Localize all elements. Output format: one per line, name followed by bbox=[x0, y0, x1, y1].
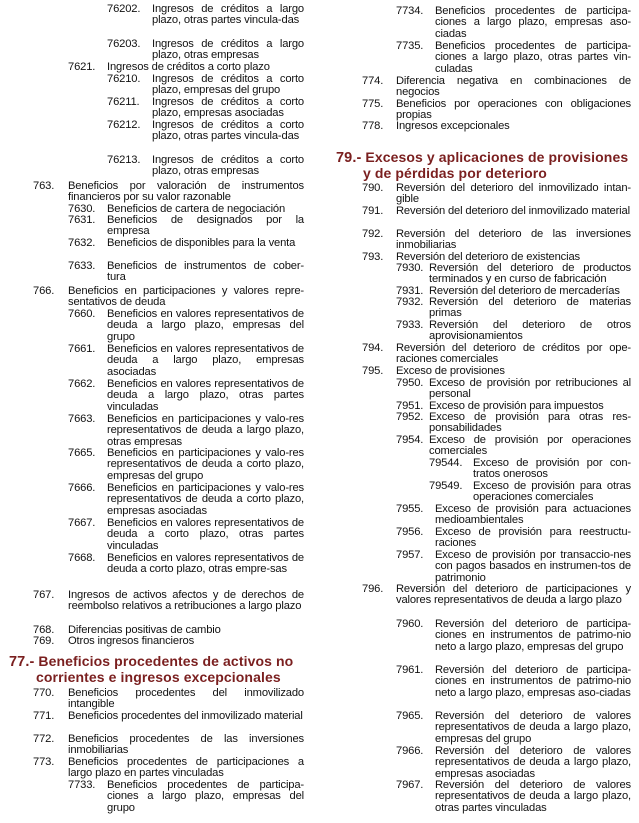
account-code: 7668. bbox=[68, 552, 96, 564]
account-description: Beneficios procedentes de participa-ciones a largo plazo, empresas aso-ciadas bbox=[435, 5, 631, 40]
account-description: Reversión del deterioro de participa-ciones en instrumentos de patrimo-nio neto a largo plazo, empresas del grupo bbox=[435, 618, 631, 653]
account-entry bbox=[396, 263, 631, 286]
account-description: Otros ingresos financieros bbox=[68, 635, 195, 647]
account-description: Ingresos de créditos a largo plazo, otras empresas bbox=[152, 38, 304, 62]
account-code: 7932. bbox=[396, 296, 424, 308]
account-entry bbox=[362, 121, 631, 132]
account-code: 7933. bbox=[396, 319, 424, 331]
account-entry bbox=[68, 62, 304, 73]
account-description: Beneficios por valoración de instrumentos financieros por su valor razonable bbox=[68, 180, 304, 204]
account-entry bbox=[396, 746, 631, 780]
account-description: Beneficios procedentes del inmovilizado material bbox=[68, 710, 303, 722]
account-code: 7960. bbox=[396, 618, 424, 630]
account-code: 7662. bbox=[68, 378, 96, 390]
account-entry bbox=[396, 619, 631, 653]
account-code: 794. bbox=[362, 342, 384, 354]
account-entry bbox=[68, 344, 304, 378]
account-entry bbox=[68, 780, 304, 814]
account-code: 7663. bbox=[68, 413, 96, 425]
account-entry bbox=[362, 229, 631, 252]
account-code: 79544. bbox=[429, 457, 463, 469]
account-description: Ingresos de créditos a largo plazo, otras partes vincula-das bbox=[152, 3, 304, 27]
account-entry bbox=[396, 412, 631, 435]
account-code: 76203. bbox=[107, 38, 141, 50]
account-entry bbox=[107, 97, 304, 120]
account-description: Reversión del deterioro de participa-ciones en instrumentos de patrimo-nio neto a largo plazo, empresas aso-ciadas bbox=[435, 664, 631, 699]
account-code: 7965. bbox=[396, 710, 424, 722]
account-entry bbox=[33, 590, 304, 613]
account-entry bbox=[68, 215, 304, 238]
account-code: 771. bbox=[33, 710, 55, 722]
account-entry bbox=[107, 155, 304, 178]
account-code: 7956. bbox=[396, 526, 424, 538]
account-entry bbox=[362, 343, 631, 366]
account-code: 7633. bbox=[68, 260, 96, 272]
section-title-line2: y de pérdidas por deterioro bbox=[363, 165, 547, 181]
account-entry bbox=[396, 550, 631, 584]
account-code: 792. bbox=[362, 228, 384, 240]
account-entry bbox=[33, 286, 304, 309]
account-entry bbox=[396, 435, 631, 458]
account-description: Beneficios en valores representativos de deuda a corto plazo, otras partes vinculadas bbox=[107, 517, 304, 552]
account-description: Diferencia negativa en combinaciones de negocios bbox=[396, 75, 631, 99]
section-heading bbox=[9, 654, 293, 685]
account-code: 7961. bbox=[396, 664, 424, 676]
account-entry bbox=[68, 379, 304, 413]
account-code: 7660. bbox=[68, 308, 96, 320]
account-entry bbox=[33, 688, 304, 711]
section-title-line1: Beneficios procedentes de activos no bbox=[38, 653, 294, 669]
account-entry bbox=[68, 553, 304, 576]
account-description: Ingresos de créditos a corto plazo bbox=[107, 61, 270, 73]
account-code: 76211. bbox=[107, 96, 140, 108]
account-entry bbox=[68, 238, 304, 249]
account-entry bbox=[68, 483, 304, 517]
account-code: 778. bbox=[362, 120, 384, 132]
section-title-line2: corrientes e ingresos excepcionales bbox=[36, 669, 281, 685]
account-code: 79549. bbox=[429, 480, 463, 492]
account-entry bbox=[107, 120, 304, 143]
account-description: Ingresos excepcionales bbox=[396, 120, 510, 132]
account-code: 772. bbox=[33, 733, 55, 745]
account-code: 7733. bbox=[68, 779, 96, 791]
account-code: 76202. bbox=[107, 3, 141, 15]
account-code: 767. bbox=[33, 589, 55, 601]
account-description: Beneficios procedentes de participa-ciones a largo plazo, otras partes vin-culadas bbox=[435, 40, 631, 75]
account-description: Exceso de provisión para actuaciones medioambientales bbox=[435, 503, 631, 527]
account-description: Diferencias positivas de cambio bbox=[68, 624, 221, 636]
account-description: Exceso de provisión por operaciones comerciales bbox=[429, 434, 631, 458]
account-code: 7930. bbox=[396, 262, 424, 274]
account-code: 769. bbox=[33, 635, 55, 647]
account-code: 7735. bbox=[396, 40, 424, 52]
account-entry bbox=[362, 584, 631, 607]
account-code: 7665. bbox=[68, 447, 96, 459]
account-code: 7951. bbox=[396, 400, 424, 412]
account-code: 790. bbox=[362, 182, 384, 194]
account-code: 7967. bbox=[396, 779, 424, 791]
account-code: 770. bbox=[33, 687, 55, 699]
account-entry bbox=[33, 636, 304, 647]
account-description: Beneficios en participaciones y valores repre-sentativos de deuda bbox=[68, 285, 304, 309]
account-description: Reversión del deterioro de participaciones y valores representativos de deuda a largo plazo bbox=[396, 583, 631, 607]
account-description: Reversión del deterioro de créditos por ope-raciones comerciales bbox=[396, 342, 631, 366]
account-entry bbox=[362, 206, 631, 217]
account-description: Beneficios de designados por la empresa bbox=[107, 214, 304, 238]
account-code: 796. bbox=[362, 583, 384, 595]
account-description: Reversión del deterioro de valores representativos de deuda a largo plazo, empresas del grupo bbox=[435, 710, 631, 745]
account-description: Reversión del deterioro de valores representativos de deuda a largo plazo, otras partes vinculadas bbox=[435, 779, 631, 814]
account-code: 7661. bbox=[68, 343, 96, 355]
section-title-line1: Excesos y aplicaciones de provisiones bbox=[365, 149, 629, 165]
account-code: 7955. bbox=[396, 503, 424, 515]
account-entry bbox=[396, 711, 631, 745]
account-description: Exceso de provisión para impuestos bbox=[429, 400, 604, 412]
account-description: Beneficios en valores representativos de deuda a corto plazo, otras empre-sas bbox=[107, 552, 304, 576]
account-code: 774. bbox=[362, 75, 384, 87]
section-number: 79.- bbox=[336, 150, 362, 166]
account-entry bbox=[429, 481, 631, 504]
account-description: Reversión del deterioro de productos terminados y en curso de fabricación bbox=[429, 262, 631, 286]
account-description: Beneficios en valores representativos de deuda a largo plazo, empresas asociadas bbox=[107, 343, 304, 378]
account-description: Ingresos de créditos a corto plazo, empresas asociadas bbox=[152, 96, 304, 120]
account-code: 7631. bbox=[68, 214, 96, 226]
account-description: Beneficios procedentes de las inversiones inmobiliarias bbox=[68, 733, 304, 757]
account-code: 766. bbox=[33, 285, 55, 297]
account-description: Ingresos de créditos a corto plazo, otras partes vincula-das bbox=[152, 119, 304, 143]
account-description: Ingresos de créditos a corto plazo, otras empresas bbox=[152, 154, 304, 178]
account-description: Reversión del deterioro de valores representativos de deuda a largo plazo, empresas asociadas bbox=[435, 745, 631, 780]
account-description: Beneficios en participaciones y valo-res representativos de deuda a corto plazo, empresas asociadas bbox=[107, 482, 304, 517]
account-entry bbox=[68, 518, 304, 552]
account-description: Reversión del deterioro de las inversiones inmobiliarias bbox=[396, 228, 631, 252]
account-entry bbox=[107, 74, 304, 97]
account-code: 773. bbox=[33, 756, 55, 768]
account-description: Beneficios procedentes de participa-ciones a largo plazo, empresas del grupo bbox=[107, 779, 304, 814]
account-code: 7630. bbox=[68, 203, 96, 215]
account-description: Exceso de provisión por con-tratos onerosos bbox=[473, 457, 631, 481]
account-entry bbox=[396, 504, 631, 527]
account-description: Exceso de provisión para reestructu-raciones bbox=[435, 526, 631, 550]
account-entry bbox=[68, 261, 304, 284]
account-description: Beneficios de disponibles para la venta bbox=[107, 237, 296, 249]
account-code: 7667. bbox=[68, 517, 96, 529]
account-description: Reversión del deterioro de otros aprovisionamientos bbox=[429, 319, 631, 343]
account-description: Ingresos de créditos a corto plazo, empresas del grupo bbox=[152, 73, 304, 97]
account-code: 7957. bbox=[396, 549, 424, 561]
account-description: Exceso de provisión para otras res-ponsabilidades bbox=[429, 411, 631, 435]
account-code: 775. bbox=[362, 98, 384, 110]
account-entry bbox=[396, 297, 631, 320]
account-entry bbox=[362, 366, 631, 377]
account-description: Beneficios de cartera de negociación bbox=[107, 203, 286, 215]
section-number: 77.- bbox=[9, 654, 35, 670]
account-entry bbox=[396, 665, 631, 699]
account-entry bbox=[396, 527, 631, 550]
account-description: Exceso de provisiones bbox=[396, 365, 505, 377]
account-entry bbox=[396, 780, 631, 814]
account-description: Beneficios en participaciones y valo-res representativos de deuda a largo plazo, otras empresas bbox=[107, 413, 304, 448]
account-entry bbox=[362, 99, 631, 122]
account-code: 7954. bbox=[396, 434, 424, 446]
account-entry bbox=[396, 41, 631, 75]
account-description: Beneficios en valores representativos de deuda a largo plazo, empresas del grupo bbox=[107, 308, 304, 343]
account-code: 76213. bbox=[107, 154, 141, 166]
account-code: 7950. bbox=[396, 377, 424, 389]
account-description: Reversión del deterioro del inmovilizado material bbox=[396, 205, 630, 217]
account-entry bbox=[68, 414, 304, 448]
account-entry bbox=[33, 734, 304, 757]
account-entry bbox=[68, 309, 304, 343]
account-description: Beneficios en participaciones y valo-res representativos de deuda a corto plazo, empresas del grupo bbox=[107, 447, 304, 482]
account-description: Exceso de provisión por retribuciones al personal bbox=[429, 377, 631, 401]
account-entry bbox=[68, 448, 304, 482]
account-entry bbox=[362, 76, 631, 99]
account-entry bbox=[33, 711, 304, 722]
account-code: 7952. bbox=[396, 411, 424, 423]
account-code: 7632. bbox=[68, 237, 96, 249]
account-entry bbox=[107, 4, 304, 27]
account-entry bbox=[429, 458, 631, 481]
account-code: 7931. bbox=[396, 285, 424, 297]
account-entry bbox=[396, 6, 631, 40]
account-code: 793. bbox=[362, 251, 384, 263]
account-entry bbox=[107, 39, 304, 62]
account-description: Reversión del deterioro de materias primas bbox=[429, 296, 631, 320]
account-code: 76212. bbox=[107, 119, 141, 131]
account-description: Beneficios de instrumentos de cober-tura bbox=[107, 260, 304, 284]
account-code: 7621. bbox=[68, 61, 96, 73]
account-entry bbox=[33, 181, 304, 204]
account-code: 7666. bbox=[68, 482, 96, 494]
account-description: Exceso de provisión para otras operaciones comerciales bbox=[473, 480, 631, 504]
account-description: Ingresos de activos afectos y de derechos de reembolso relativos a retribuciones a largo plazo bbox=[68, 589, 304, 613]
account-entry bbox=[362, 183, 631, 206]
account-description: Reversión del deterioro de mercaderías bbox=[429, 285, 620, 297]
account-description: Beneficios procedentes del inmovilizado intangible bbox=[68, 687, 304, 711]
account-code: 795. bbox=[362, 365, 384, 377]
account-description: Beneficios procedentes de participaciones a largo plazo en partes vinculadas bbox=[68, 756, 304, 780]
account-description: Reversión del deterioro del inmovilizado intan-gible bbox=[396, 182, 631, 206]
account-description: Beneficios en valores representativos de deuda a largo plazo, otras partes vinculadas bbox=[107, 378, 304, 413]
account-entry bbox=[396, 378, 631, 401]
account-description: Beneficios por operaciones con obligaciones propias bbox=[396, 98, 631, 122]
section-heading bbox=[336, 150, 628, 181]
account-entry bbox=[33, 757, 304, 780]
account-description: Reversión del deterioro de existencias bbox=[396, 251, 580, 263]
account-entry bbox=[396, 320, 631, 343]
account-code: 768. bbox=[33, 624, 55, 636]
account-description: Exceso de provisión por transaccio-nes con pagos basados en instrumen-tos de patrimonio bbox=[435, 549, 631, 584]
account-code: 791. bbox=[362, 205, 384, 217]
account-code: 76210. bbox=[107, 73, 141, 85]
account-code: 7966. bbox=[396, 745, 424, 757]
account-code: 7734. bbox=[396, 5, 424, 17]
account-code: 763. bbox=[33, 180, 55, 192]
